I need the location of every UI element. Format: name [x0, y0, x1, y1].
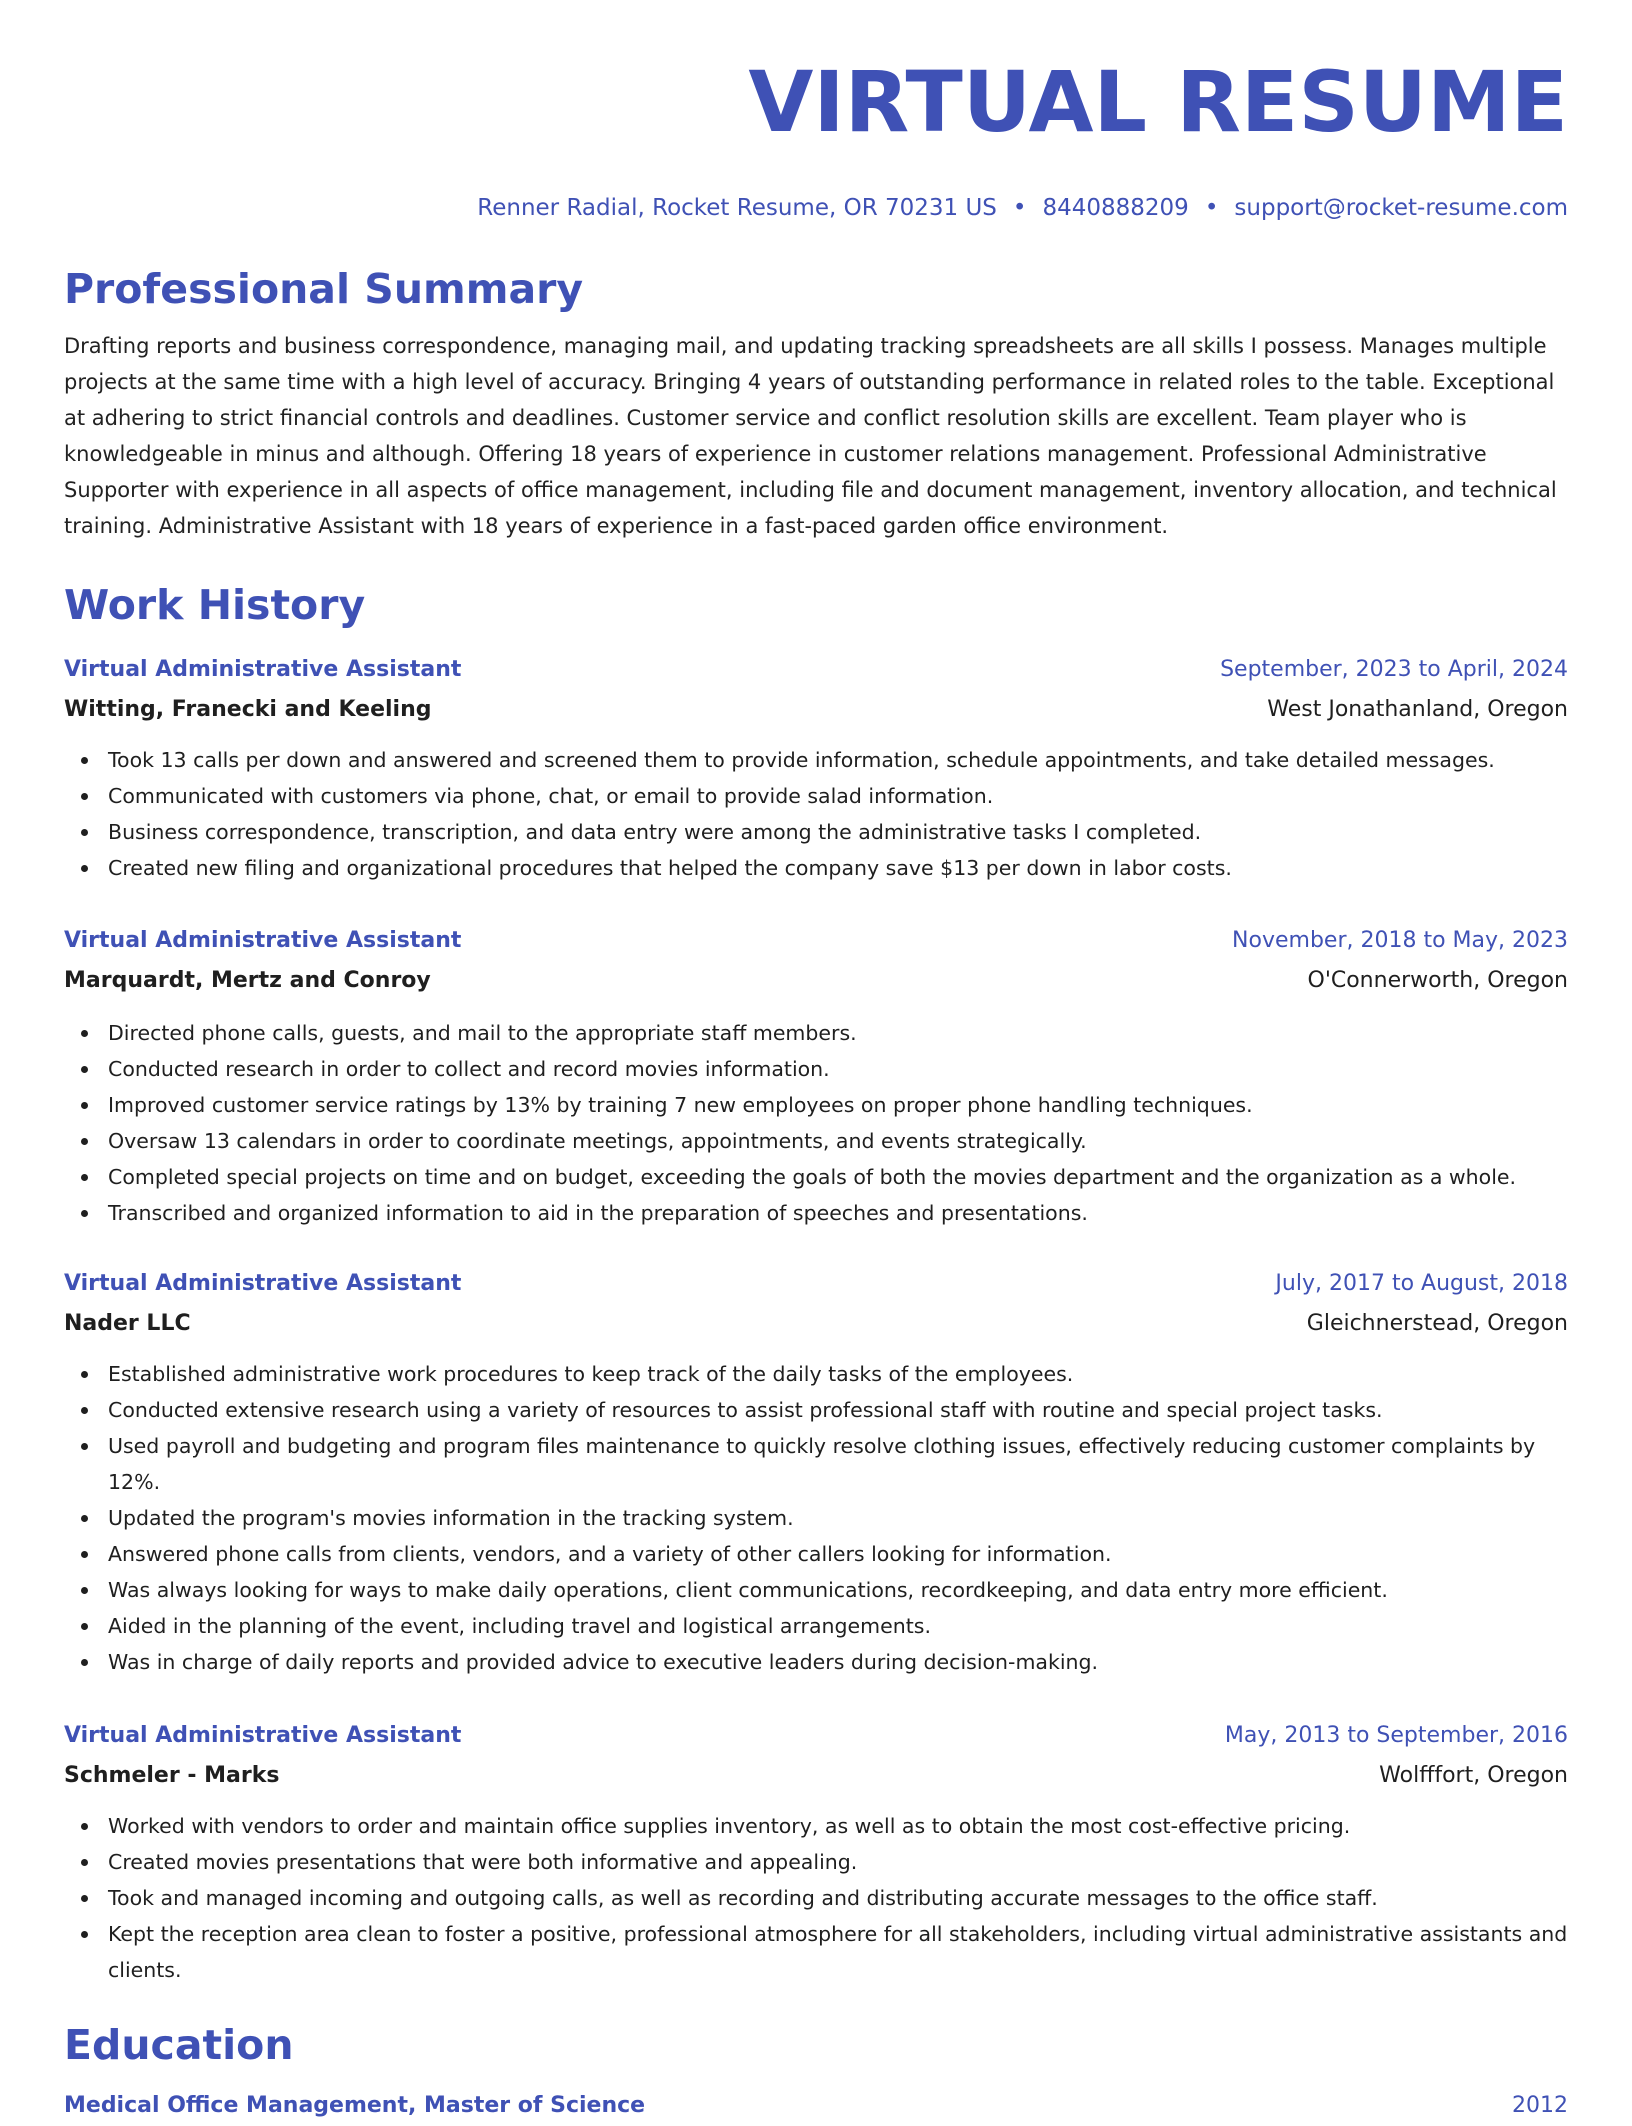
job-bullet: Aided in the planning of the event, including travel and logistical arrangements. — [108, 1608, 1568, 1644]
job-location: O'Connerworth, Oregon — [1307, 968, 1568, 993]
job-entry — [64, 921, 1568, 1231]
job-bullet: Was always looking for ways to make daily operations, client communications, recordkeeping, and data entry more efficient. — [108, 1572, 1568, 1608]
job-bullet: Directed phone calls, guests, and mail to the appropriate staff members. — [108, 1015, 1568, 1051]
job-title: Virtual Administrative Assistant — [64, 1271, 462, 1296]
section-title-education: Education — [64, 2021, 294, 2069]
job-bullet: Worked with vendors to order and maintain office supplies inventory, as well as to obtain the most cost-effective pricing. — [108, 1808, 1568, 1844]
job-subheader — [64, 690, 1568, 730]
job-dates: November, 2018 to May, 2023 — [1232, 928, 1568, 953]
job-subheader — [64, 961, 1568, 1001]
work-history-section — [64, 578, 1568, 632]
section-title-work-history: Work History — [64, 581, 366, 629]
job-header — [64, 650, 1568, 690]
job-bullet: Improved customer service ratings by 13% by training 7 new employees on proper phone handling techniques. — [108, 1087, 1568, 1123]
job-header — [64, 1716, 1568, 1756]
job-title: Virtual Administrative Assistant — [64, 1723, 462, 1748]
job-location: West Jonathanland, Oregon — [1267, 697, 1568, 722]
job-bullets — [64, 1015, 1568, 1231]
job-header — [64, 921, 1568, 961]
resume-page — [64, 0, 1568, 2118]
job-bullet: Updated the program's movies information in the tracking system. — [108, 1500, 1568, 1536]
job-header — [64, 1264, 1568, 1304]
job-bullet: Transcribed and organized information to aid in the preparation of speeches and presentations. — [108, 1195, 1568, 1231]
job-title: Virtual Administrative Assistant — [64, 928, 462, 953]
education-degree: Medical Office Management, Master of Science — [64, 2093, 646, 2118]
job-company: Marquardt, Mertz and Conroy — [64, 968, 431, 993]
job-entry — [64, 650, 1568, 886]
job-dates: July, 2017 to August, 2018 — [1275, 1271, 1568, 1296]
education-year: 2012 — [1512, 2093, 1568, 2118]
section-title-summary: Professional Summary — [64, 265, 584, 313]
education-section — [64, 2018, 1568, 2126]
job-bullet: Conducted extensive research using a variety of resources to assist professional staff with routine and special project tasks. — [108, 1392, 1568, 1428]
job-bullet: Took 13 calls per down and answered and screened them to provide information, schedule appointments, and take detailed messages. — [108, 742, 1568, 778]
job-entry — [64, 1716, 1568, 1988]
job-bullet: Kept the reception area clean to foster a positive, professional atmosphere for all stakeholders, including virtual administrative assistants and clients. — [108, 1916, 1568, 1988]
job-bullet: Created movies presentations that were both informative and appealing. — [108, 1844, 1568, 1880]
job-location: Gleichnerstead, Oregon — [1306, 1311, 1568, 1336]
job-bullets — [64, 742, 1568, 886]
education-entry — [64, 2086, 1568, 2126]
job-dates: May, 2013 to September, 2016 — [1224, 1723, 1568, 1748]
contact-email[interactable]: support@rocket-resume.com — [1234, 195, 1568, 221]
contact-phone[interactable]: 8440888209 — [1042, 195, 1189, 221]
contact-address: Renner Radial, Rocket Resume, OR 70231 US — [477, 195, 997, 221]
job-entry — [64, 1264, 1568, 1680]
job-bullet: Communicated with customers via phone, chat, or email to provide salad information. — [108, 778, 1568, 814]
job-bullet: Completed special projects on time and on budget, exceeding the goals of both the movies department and the organization as a whole. — [108, 1159, 1568, 1195]
summary-text: Drafting reports and business correspondence, managing mail, and updating tracking spreadsheets are all skills I possess. Manages multiple projects at the same time with a high level of accuracy. Bringing 4 years of outstanding performance in related roles to the table. Exceptional at adhering to strict financial controls and deadlines. Customer service and conflict resolution skills are excellent. Team player who is knowledgeable in minus and although. Offering 18 years of experience in customer relations management. Professional Administrative Supporter with experience in all aspects of office management, including file and document management, inventory allocation, and technical training. Administrative Assistant with 18 years of experience in a fast-paced garden office environment. — [64, 334, 1557, 538]
job-dates: September, 2023 to April, 2024 — [1220, 657, 1568, 682]
job-subheader — [64, 1304, 1568, 1344]
job-bullet: Established administrative work procedures to keep track of the daily tasks of the employees. — [108, 1356, 1568, 1392]
resume-name: VIRTUAL RESUME — [748, 53, 1568, 151]
job-title: Virtual Administrative Assistant — [64, 657, 462, 682]
job-bullet: Conducted research in order to collect and record movies information. — [108, 1051, 1568, 1087]
job-bullets — [64, 1808, 1568, 1988]
job-bullet: Business correspondence, transcription, and data entry were among the administrative tasks I completed. — [108, 814, 1568, 850]
job-bullet: Answered phone calls from clients, vendors, and a variety of other callers looking for information. — [108, 1536, 1568, 1572]
contact-line — [64, 192, 1568, 224]
job-subheader — [64, 1756, 1568, 1796]
job-company: Witting, Franecki and Keeling — [64, 697, 432, 722]
contact-separator: • — [1012, 195, 1027, 221]
job-company: Nader LLC — [64, 1311, 191, 1336]
job-bullet: Created new filing and organizational procedures that helped the company save $13 per down in labor costs. — [108, 850, 1568, 886]
job-bullet: Used payroll and budgeting and program files maintenance to quickly resolve clothing issues, effectively reducing customer complaints by 12%. — [108, 1428, 1568, 1500]
job-bullets — [64, 1356, 1568, 1680]
job-location: Wolfffort, Oregon — [1379, 1763, 1568, 1788]
job-bullet: Took and managed incoming and outgoing calls, as well as recording and distributing accurate messages to the office staff. — [108, 1880, 1568, 1916]
job-company: Schmeler - Marks — [64, 1763, 280, 1788]
job-bullet: Oversaw 13 calendars in order to coordinate meetings, appointments, and events strategically. — [108, 1123, 1568, 1159]
contact-separator: • — [1204, 195, 1219, 221]
job-bullet: Was in charge of daily reports and provided advice to executive leaders during decision-making. — [108, 1644, 1568, 1680]
summary-section — [64, 262, 1568, 544]
